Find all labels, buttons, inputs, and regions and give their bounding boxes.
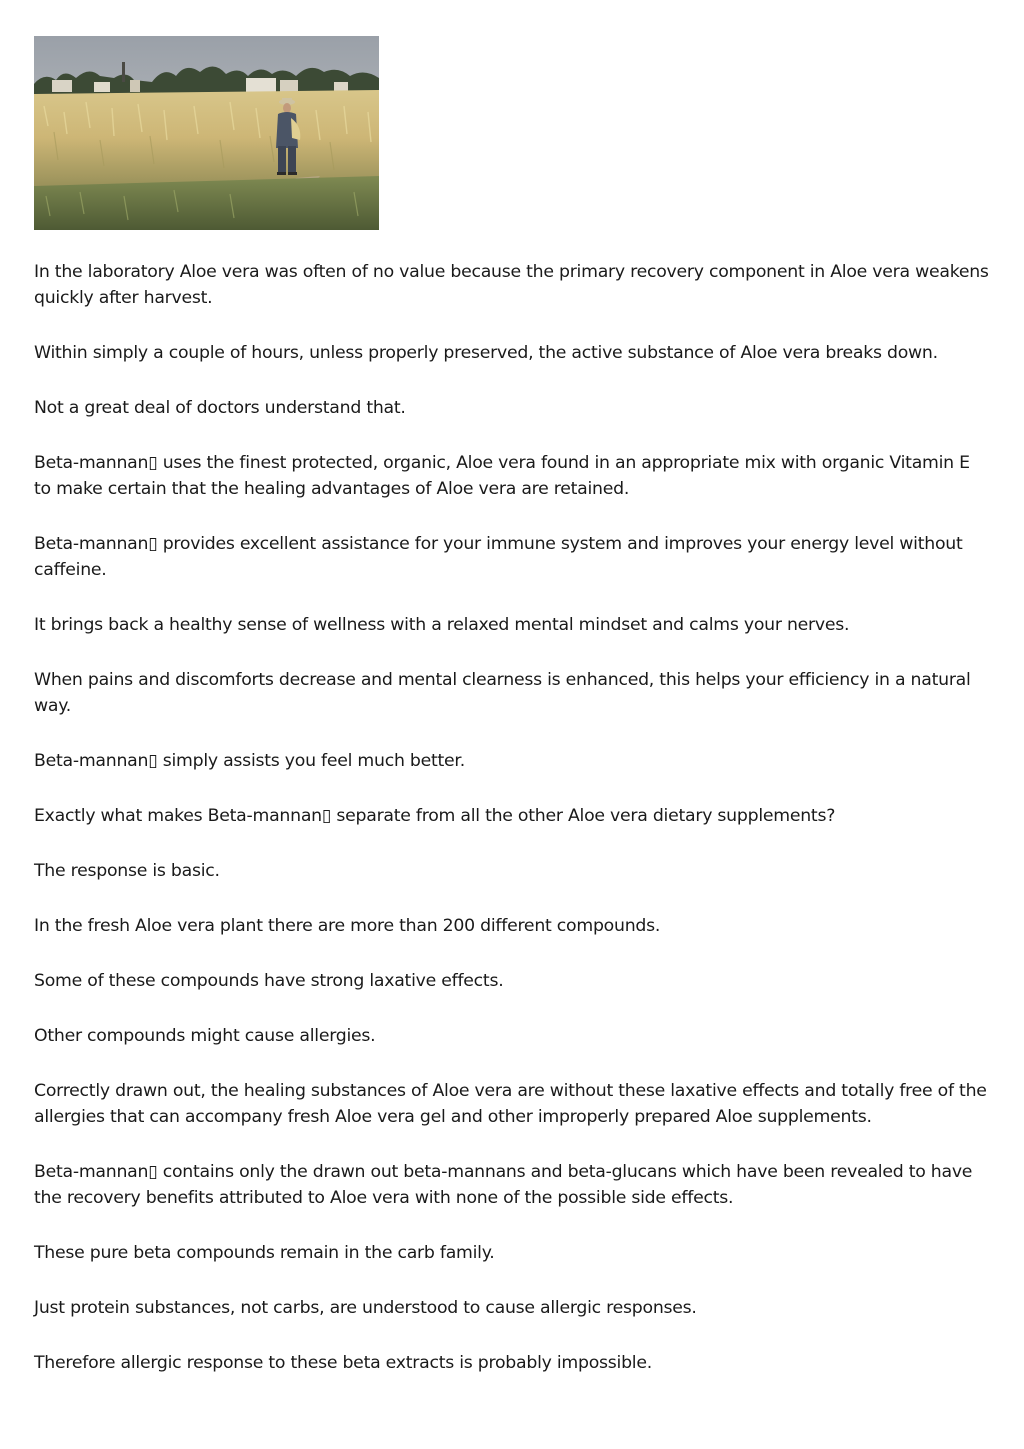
paragraph-14: Correctly drawn out, the healing substances of Aloe vera are without these laxative effects and totally free of the allergies that can accompany fresh Aloe vera gel and other improperly prepared Aloe supplements. — [34, 1081, 987, 1127]
paragraph-13: Other compounds might cause allergies. — [34, 1026, 376, 1046]
paragraph-9: Exactly what makes Beta-mannan▯ separate from all the other Aloe vera dietary supplements? — [34, 806, 836, 826]
paragraph-1: In the laboratory Aloe vera was often of no value because the primary recovery component in Aloe vera weakens quickly after harvest. — [34, 262, 989, 308]
paragraph-3: Not a great deal of doctors understand that. — [34, 398, 406, 418]
paragraph-18: Therefore allergic response to these beta extracts is probably impossible. — [34, 1353, 652, 1373]
article — [34, 36, 990, 1405]
paragraph-11: In the fresh Aloe vera plant there are more than 200 different compounds. — [34, 916, 661, 936]
paragraph-5: Beta-mannan▯ provides excellent assistance for your immune system and improves your energy level without caffeine. — [34, 534, 963, 580]
paragraph-8: Beta-mannan▯ simply assists you feel much better. — [34, 751, 465, 771]
paragraph-6: It brings back a healthy sense of wellness with a relaxed mental mindset and calms your nerves. — [34, 615, 850, 635]
paragraph-12: Some of these compounds have strong laxative effects. — [34, 971, 504, 991]
paragraph-2: Within simply a couple of hours, unless properly preserved, the active substance of Aloe vera breaks down. — [34, 343, 938, 363]
paragraph-10: The response is basic. — [34, 861, 220, 881]
painting-illustration — [34, 36, 379, 230]
paragraph-16: These pure beta compounds remain in the carb family. — [34, 1243, 495, 1263]
paragraph-4: Beta-mannan▯ uses the finest protected, organic, Aloe vera found in an appropriate mix with organic Vitamin E to make certain that the healing advantages of Aloe vera are retained. — [34, 453, 970, 499]
paragraph-17: Just protein substances, not carbs, are understood to cause allergic responses. — [34, 1298, 697, 1318]
wheat-field-painting-image — [34, 36, 379, 230]
paragraph-15: Beta-mannan▯ contains only the drawn out beta-mannans and beta-glucans which have been revealed to have the recovery benefits attributed to Aloe vera with none of the possible side effects. — [34, 1162, 973, 1208]
paragraph-7: When pains and discomforts decrease and mental clearness is enhanced, this helps your efficiency in a natural way. — [34, 670, 971, 716]
